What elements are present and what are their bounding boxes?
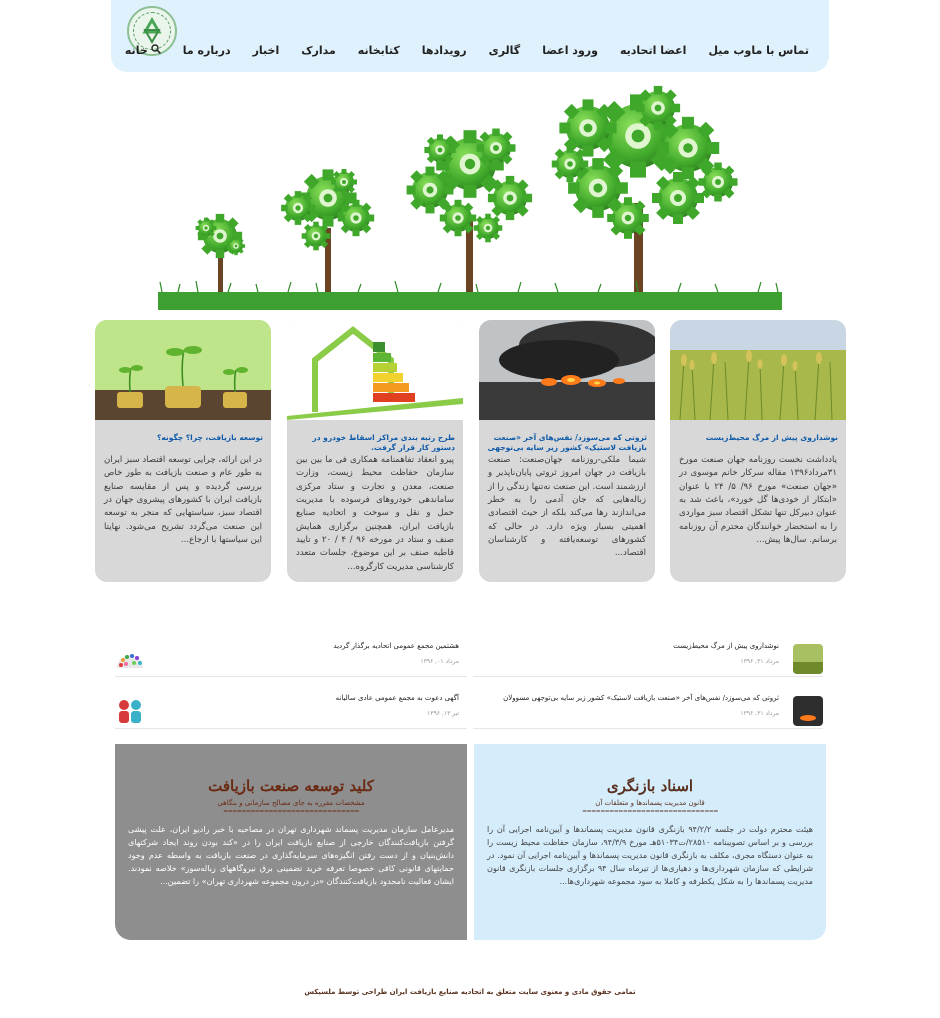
nav-item-about[interactable]: درباره ما [182, 44, 231, 57]
panel-subtitle: قانون مدیریت پسماندها و متعلقات آن [595, 799, 705, 807]
coin-sprouts-image [95, 320, 271, 420]
recycling-key-panel [115, 744, 467, 940]
news-date: مرداد ۰۱, ۱۳۹۶ [420, 658, 459, 665]
panel-body: هیئت محترم دولت در جلسه ۹۴/۲/۲ بازنگری قانون مدیریت پسماندها و آیین‌نامه اجرایی آن را بررسی و بر اساس تصویبنامه ۲۸۵۱۰/ت۵۱۰۳۴هـ مورخ ۹۴/۳/۹، سازمان حفاظت محیط زیست را به عنوان دستگاه مجری، مکلف به بازنگری قانون مدیریت پسماندها و آیین‌نامه اجرایی آن نمود. در شرایطی که سازمان شهرداری‌ها و دهیاری‌ها از تیرماه سال ۹۴ برگزاری جلسات بازنگری قانون مدیریت پسماندها را به شکل یکطرفه و کاملا به سود مجموعه شهرداری‌ها... [487, 824, 813, 886]
panel-title: کلید توسعه صنعت بازیافت [208, 777, 374, 795]
nav-item-webmail[interactable]: وب میل [708, 44, 752, 57]
card-title[interactable]: نوشداروی پیش از مرگ محیط‌زیست [705, 433, 838, 442]
article-card[interactable] [670, 320, 846, 582]
nav-item-news[interactable]: اخبار [252, 44, 280, 57]
panel-body: مدیرعامل سازمان مدیریت پسماند شهرداری تهران در مصاحبه با خبر رادیو ایران، علت پیشی گرفتن بازیافت‌کنندگان خارجی از صنایع بازیافت ایران را در «کند بودن روند ایجاد شرکتهای دانش‌بنیان و از دست رفتن انگیزه‌های سرمایه‌گذاری در صنعت بازیافت به واسطه عدم وجود حمایتهای قانونی کافی خصوصا تعرفه خرید تضمینی برق نیروگاههای زباله‌سوز» خلاصه نمودند. ایشان فعالیت نامحدود بازیافت‌کنندگان «در درون مجموعه شهرداری تهران» را تضمین... [128, 824, 454, 886]
card-excerpt: در این ارائه، چرایی توسعه اقتصاد سبز ایران به طور عام و صنعت بازیافت به طور خاص بررسی گردیده و پس از مقایسه صنایع بازیافت ایران با کشورهای پیشروی جهان در اقتصاد سبز، سیاستهایی که منجر به توسعه این صنعت می‌گردد تشریح می‌شود. نهایتا این سیاستها با ارجاع... [104, 455, 262, 545]
nav-label: خانه [124, 44, 148, 57]
grass-thumbnail [793, 644, 823, 674]
card-excerpt: پیرو انعقاد تفاهمنامه همکاری فی ما بین بین سازمان حفاظت محیط زیست، وزارت صنعت، معدن و تجارت و ستاد مرکزی ساماندهی خودروهای فرسوده با مدیریت حمل و نقل و سوخت و اتحادیه صنایع بازیافت ایران، همچنین برگزاری همایش صنف و ستاد در مورخه ۹۶ / ۴ / ۲۰ و تایید قاطبه صنف بر این موضوع، جلسات متعدد کارشناسی مدیریت کارگروه... [296, 455, 454, 572]
list-item[interactable] [473, 632, 823, 677]
news-title[interactable]: آگهی دعوت به مجمع عمومی عادی سالیانه [335, 694, 459, 702]
card-title[interactable]: توسعه بازیافت، چرا؟ چگونه؟ [157, 433, 263, 442]
news-title[interactable]: ثروتی که می‌سوزد/ نفس‌های آخر «صنعت بازیافت لاستیک» کشور زیر سایه بی‌توجهی مسوولان [503, 694, 779, 702]
nav-item-member-login[interactable]: ورود اعضا [542, 44, 598, 57]
gear-trees-image [158, 78, 782, 310]
news-date: مرداد ۳۱, ۱۳۹۶ [740, 658, 779, 665]
list-item[interactable] [473, 684, 823, 729]
nav-item-contact[interactable]: تماس با ما [751, 44, 809, 57]
panel-separator: ============================== [223, 808, 359, 815]
nav-item-events[interactable]: رویدادها [421, 44, 467, 57]
site-header [111, 0, 829, 72]
meeting-icon [115, 696, 145, 726]
tire-fire-image [479, 320, 655, 420]
energy-label-image [287, 320, 463, 420]
panel-separator: ============================== [582, 808, 718, 815]
nav-item-home[interactable] [125, 44, 161, 57]
main-nav [101, 44, 809, 57]
card-excerpt: یادداشت نخست روزنامه جهان صنعت مورخ ۳۱مرداد۱۳۹۶ مقاله سرکار خانم موسوی در «جهان صنعت» مورخ ۹۶/ ۵/ ۲۴ با عنوان «ابتکار از خودی‌ها گل خورد»، باعث شد به عنوان دبیرکل تنها تشکل اقتصاد سبز مواردی را به استحضار خوانندگان محترم آن روزنامه برسانم. سال‌ها پیش... [679, 455, 837, 545]
search-icon[interactable] [151, 44, 161, 57]
news-list [111, 632, 829, 736]
card-excerpt: شیما ملکی-روزنامه جهان‌صنعت: صنعت بازیافت در جهان امروز ثروتی پایان‌ناپذیر و ارزشمند است. این صنعت نه‌تنها زندگی را از زباله‌هایی که جان آدمی را به خطر می‌اندازند رها می‌کند بلکه از حیث اقتصادی اهمیتی بسیار ویژه دارد. در حالی که کشورهای توسعه‌یافته و کارشناسان اقتصاد... [488, 455, 646, 559]
news-date: تیر ۱۳, ۱۳۹۶ [427, 710, 459, 717]
card-title[interactable]: طرح رتبه بندی مراکز اسقاط خودرو در دستور کار قرار گرفت. [312, 433, 455, 452]
nav-item-library[interactable]: کتابخانه [357, 44, 400, 57]
nav-item-gallery[interactable]: گالری [488, 44, 521, 57]
nav-item-documents[interactable]: مدارک [301, 44, 336, 57]
review-documents-panel [474, 744, 826, 940]
list-item[interactable] [115, 632, 467, 677]
panel-title: اسناد بازنگری [606, 777, 694, 795]
news-date: مرداد ۳۱, ۱۳۹۶ [740, 710, 779, 717]
list-item[interactable] [115, 684, 467, 729]
wheat-field-image [670, 320, 846, 420]
fire-thumbnail [793, 696, 823, 726]
hero-banner [158, 78, 782, 310]
nav-item-members[interactable]: اعضا اتحادیه [619, 44, 687, 57]
news-title[interactable]: نوشداروی پیش از مرگ محیط‌زیست [673, 642, 779, 650]
article-card[interactable] [287, 320, 463, 582]
panel-subtitle: مشخصات مقرره به جای مصالح سازمانی و بنگاهی [217, 799, 365, 807]
article-card[interactable] [479, 320, 655, 582]
footer-copyright: تمامی حقوق مادی و معنوی سایت متعلق به اتحادیه صنایع بازیافت ایران طراحی توسط ملسیکس [304, 988, 636, 996]
parliament-chart-icon [115, 644, 145, 674]
card-title[interactable]: ثروتی که می‌سوزد/ نفس‌های آخر «صنعت بازیافت لاستیک» کشور زیر سایه بی‌توجهی [487, 433, 647, 452]
news-title[interactable]: هشتمین مجمع عمومی اتحادیه برگذار گردید [333, 642, 459, 650]
article-card[interactable] [95, 320, 271, 582]
